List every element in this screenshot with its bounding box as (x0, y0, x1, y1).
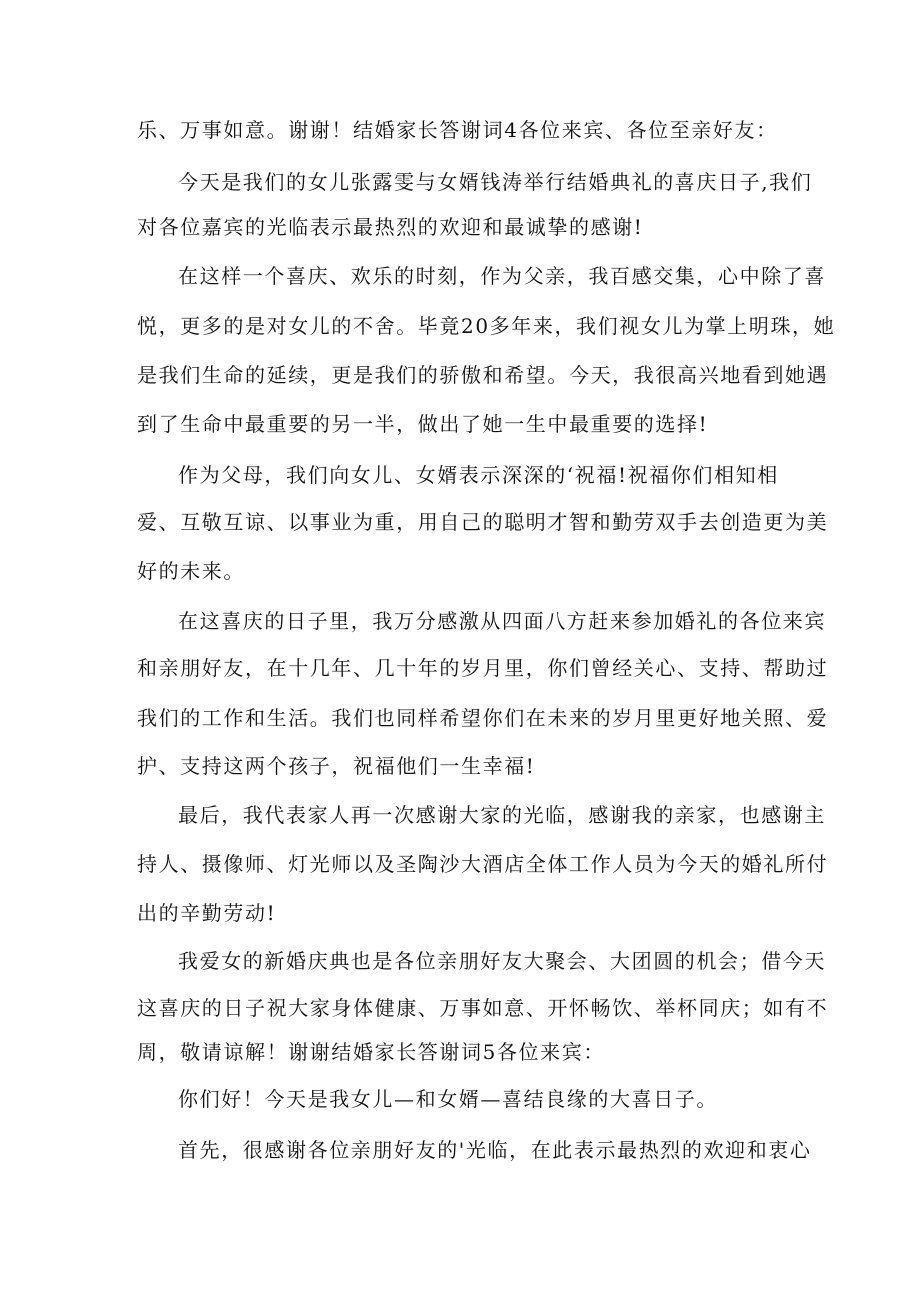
text-line: 作为父母，我们向女儿、女婿表示深深的‘祝福!祝福你们相知相 (178, 463, 779, 487)
text-line: 在这样一个喜庆、欢乐的时刻，作为父亲，我百感交集，心中除了喜 (178, 264, 826, 288)
text-line: 爱、互敬互谅、以事业为重，用自己的聪明才智和勤劳双手去创造更为美 (137, 510, 829, 534)
text-line: 我爱女的新婚庆典也是各位亲朋好友大聚会、大团圆的机会；借今天 (178, 949, 826, 973)
text-line: 周，敬请谅解！谢谢结婚家长答谢词5各位来宾： (137, 1040, 605, 1064)
text-line: 在这喜庆的日子里，我万分感激从四面八方赶来参加婚礼的各位来宾 (178, 609, 826, 633)
text-line: 我们的工作和生活。我们也同样希望你们在未来的岁月里更好地关照、爱 (137, 706, 829, 730)
text-line: 是我们生命的延续，更是我们的骄傲和希望。今天，我很高兴地看到她遇 (137, 363, 829, 387)
text-line: 护、支持这两个孩子，祝福他们一生幸福! (137, 754, 536, 778)
text-line: 悦，更多的是对女儿的不舍。毕竟20多年来，我们视女儿为掌上明珠，她 (137, 314, 836, 338)
text-line: 首先，很感谢各位亲朋好友的'光临，在此表示最热烈的欢迎和衷心 (178, 1138, 812, 1162)
text-line: 这喜庆的日子祝大家身体健康、万事如意、开怀畅饮、举杯同庆；如有不 (137, 996, 829, 1020)
text-line: 持人、摄像师、灯光师以及圣陶沙大酒店全体工作人员为今天的婚礼所付 (137, 852, 829, 876)
text-line: 对各位嘉宾的光临表示最热烈的欢迎和最诚挚的感谢! (137, 215, 644, 239)
text-line: 你们好！今天是我女儿—和女婿—喜结良缘的大喜日子。 (178, 1087, 718, 1111)
text-line: 到了生命中最重要的另一半，做出了她一生中最重要的选择! (137, 412, 709, 436)
text-line: 乐、万事如意。谢谢！结婚家长答谢词4各位来宾、各位至亲好友： (137, 118, 778, 142)
text-line: 出的辛勤劳动! (137, 901, 277, 925)
text-line: 好的未来。 (137, 559, 245, 583)
text-line: 最后，我代表家人再一次感谢大家的光临，感谢我的亲家，也感谢主 (178, 803, 826, 827)
text-line: 今天是我们的女儿张露雯与女婿钱涛举行结婚典礼的喜庆日子,我们 (178, 170, 813, 194)
text-line: 和亲朋好友，在十几年、几十年的岁月里，你们曾经关心、支持、帮助过 (137, 656, 829, 680)
